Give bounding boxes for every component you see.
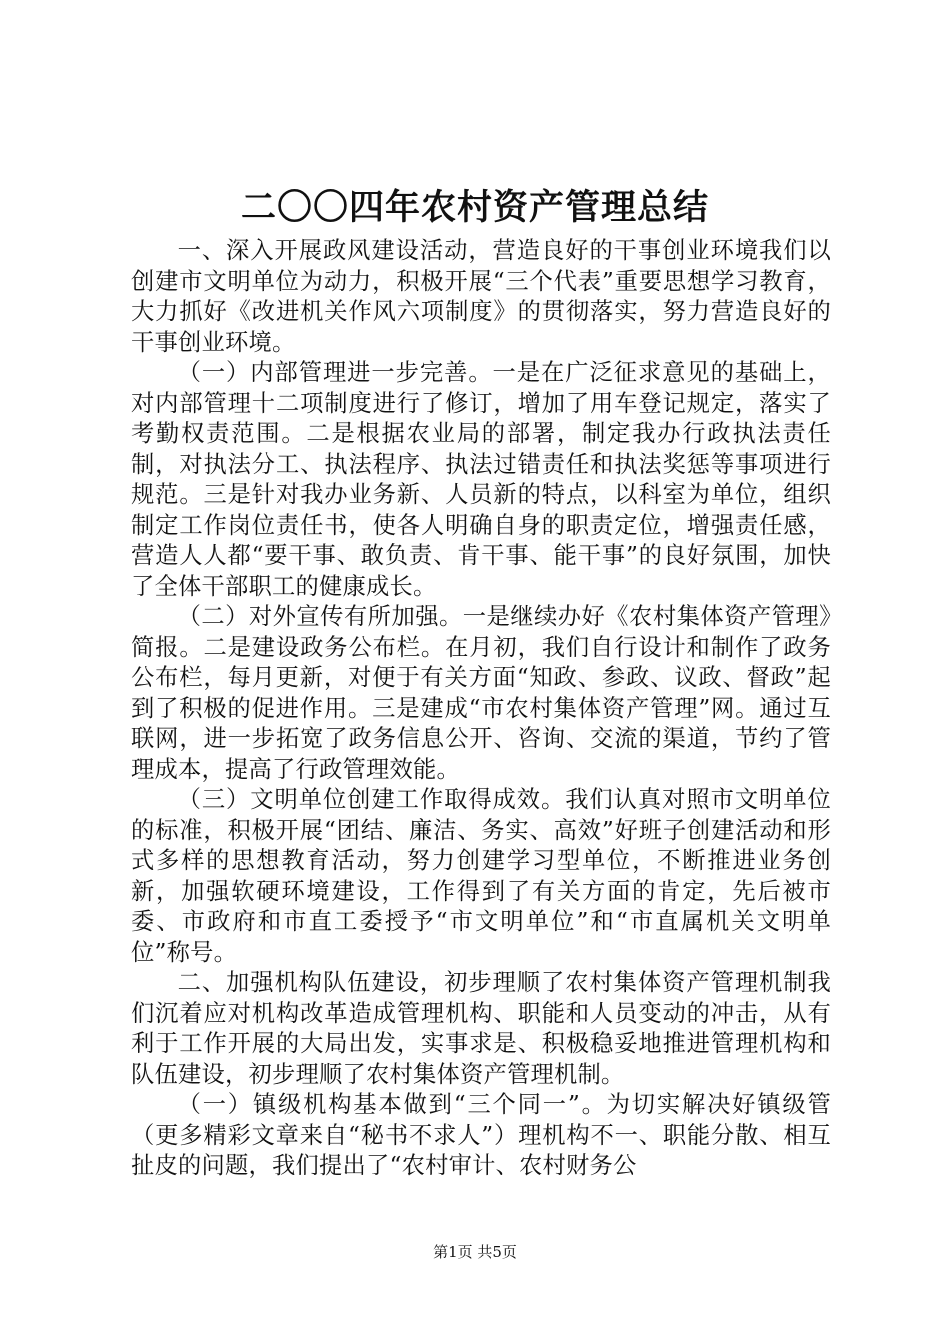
paragraph: （三）文明单位创建工作取得成效。我们认真对照市文明单位的标准，积极开展“团结、廉洁、务实、高效”好班子创建活动和形式多样的思想教育活动，努力创建学习型单位，不断推进业务创新，加强软硬环境建设，工作得到了有关方面的肯定，先后被市委、市政府和市直工委授予“市文明单位”和“市直属机关文明单位”称号。 [131,786,831,966]
paragraph: 二、加强机构队伍建设，初步理顺了农村集体资产管理机制我们沉着应对机构改革造成管理机构、职能和人员变动的冲击，从有利于工作开展的大局出发，实事求是、积极稳妥地推进管理机构和队伍建设，初步理顺了农村集体资产管理机制。 [131,969,831,1088]
page-number-footer: 第1页 共5页 [433,1243,517,1261]
paragraph: （一）镇级机构基本做到“三个同一”。为切实解决好镇级管（更多精彩文章来自“秘书不求人”）理机构不一、职能分散、相互扯皮的问题，我们提出了“农村审计、农村财务公 [131,1091,831,1179]
paragraph: 一、深入开展政风建设活动，营造良好的干事创业环境我们以创建市文明单位为动力，积极开展“三个代表”重要思想学习教育，大力抓好《改进机关作风六项制度》的贯彻落实，努力营造良好的干事创业环境。 [131,237,831,356]
document-body [131,236,831,1182]
paragraph: （一）内部管理进一步完善。一是在广泛征求意见的基础上，对内部管理十二项制度进行了修订，增加了用车登记规定，落实了考勤权责范围。二是根据农业局的部署，制定我办行政执法责任制，对执法分工、执法程序、执法过错责任和执法奖惩等事项进行规范。三是针对我办业务新、人员新的特点，以科室为单位，组织制定工作岗位责任书，使各人明确自身的职责定位，增强责任感，营造人人都“要干事、敢负责、肯干事、能干事”的良好氛围，加快了全体干部职工的健康成长。 [131,359,831,600]
document-title: 二〇〇四年农村资产管理总结 [240,187,709,228]
paragraph: （二）对外宣传有所加强。一是继续办好《农村集体资产管理》简报。二是建设政务公布栏。在月初，我们自行设计和制作了政务公布栏，每月更新，对便于有关方面“知政、参政、议政、督政”起到了积极的促进作用。三是建成“市农村集体资产管理”网。通过互联网，进一步拓宽了政务信息公开、咨询、交流的渠道，节约了管理成本，提高了行政管理效能。 [131,603,831,783]
